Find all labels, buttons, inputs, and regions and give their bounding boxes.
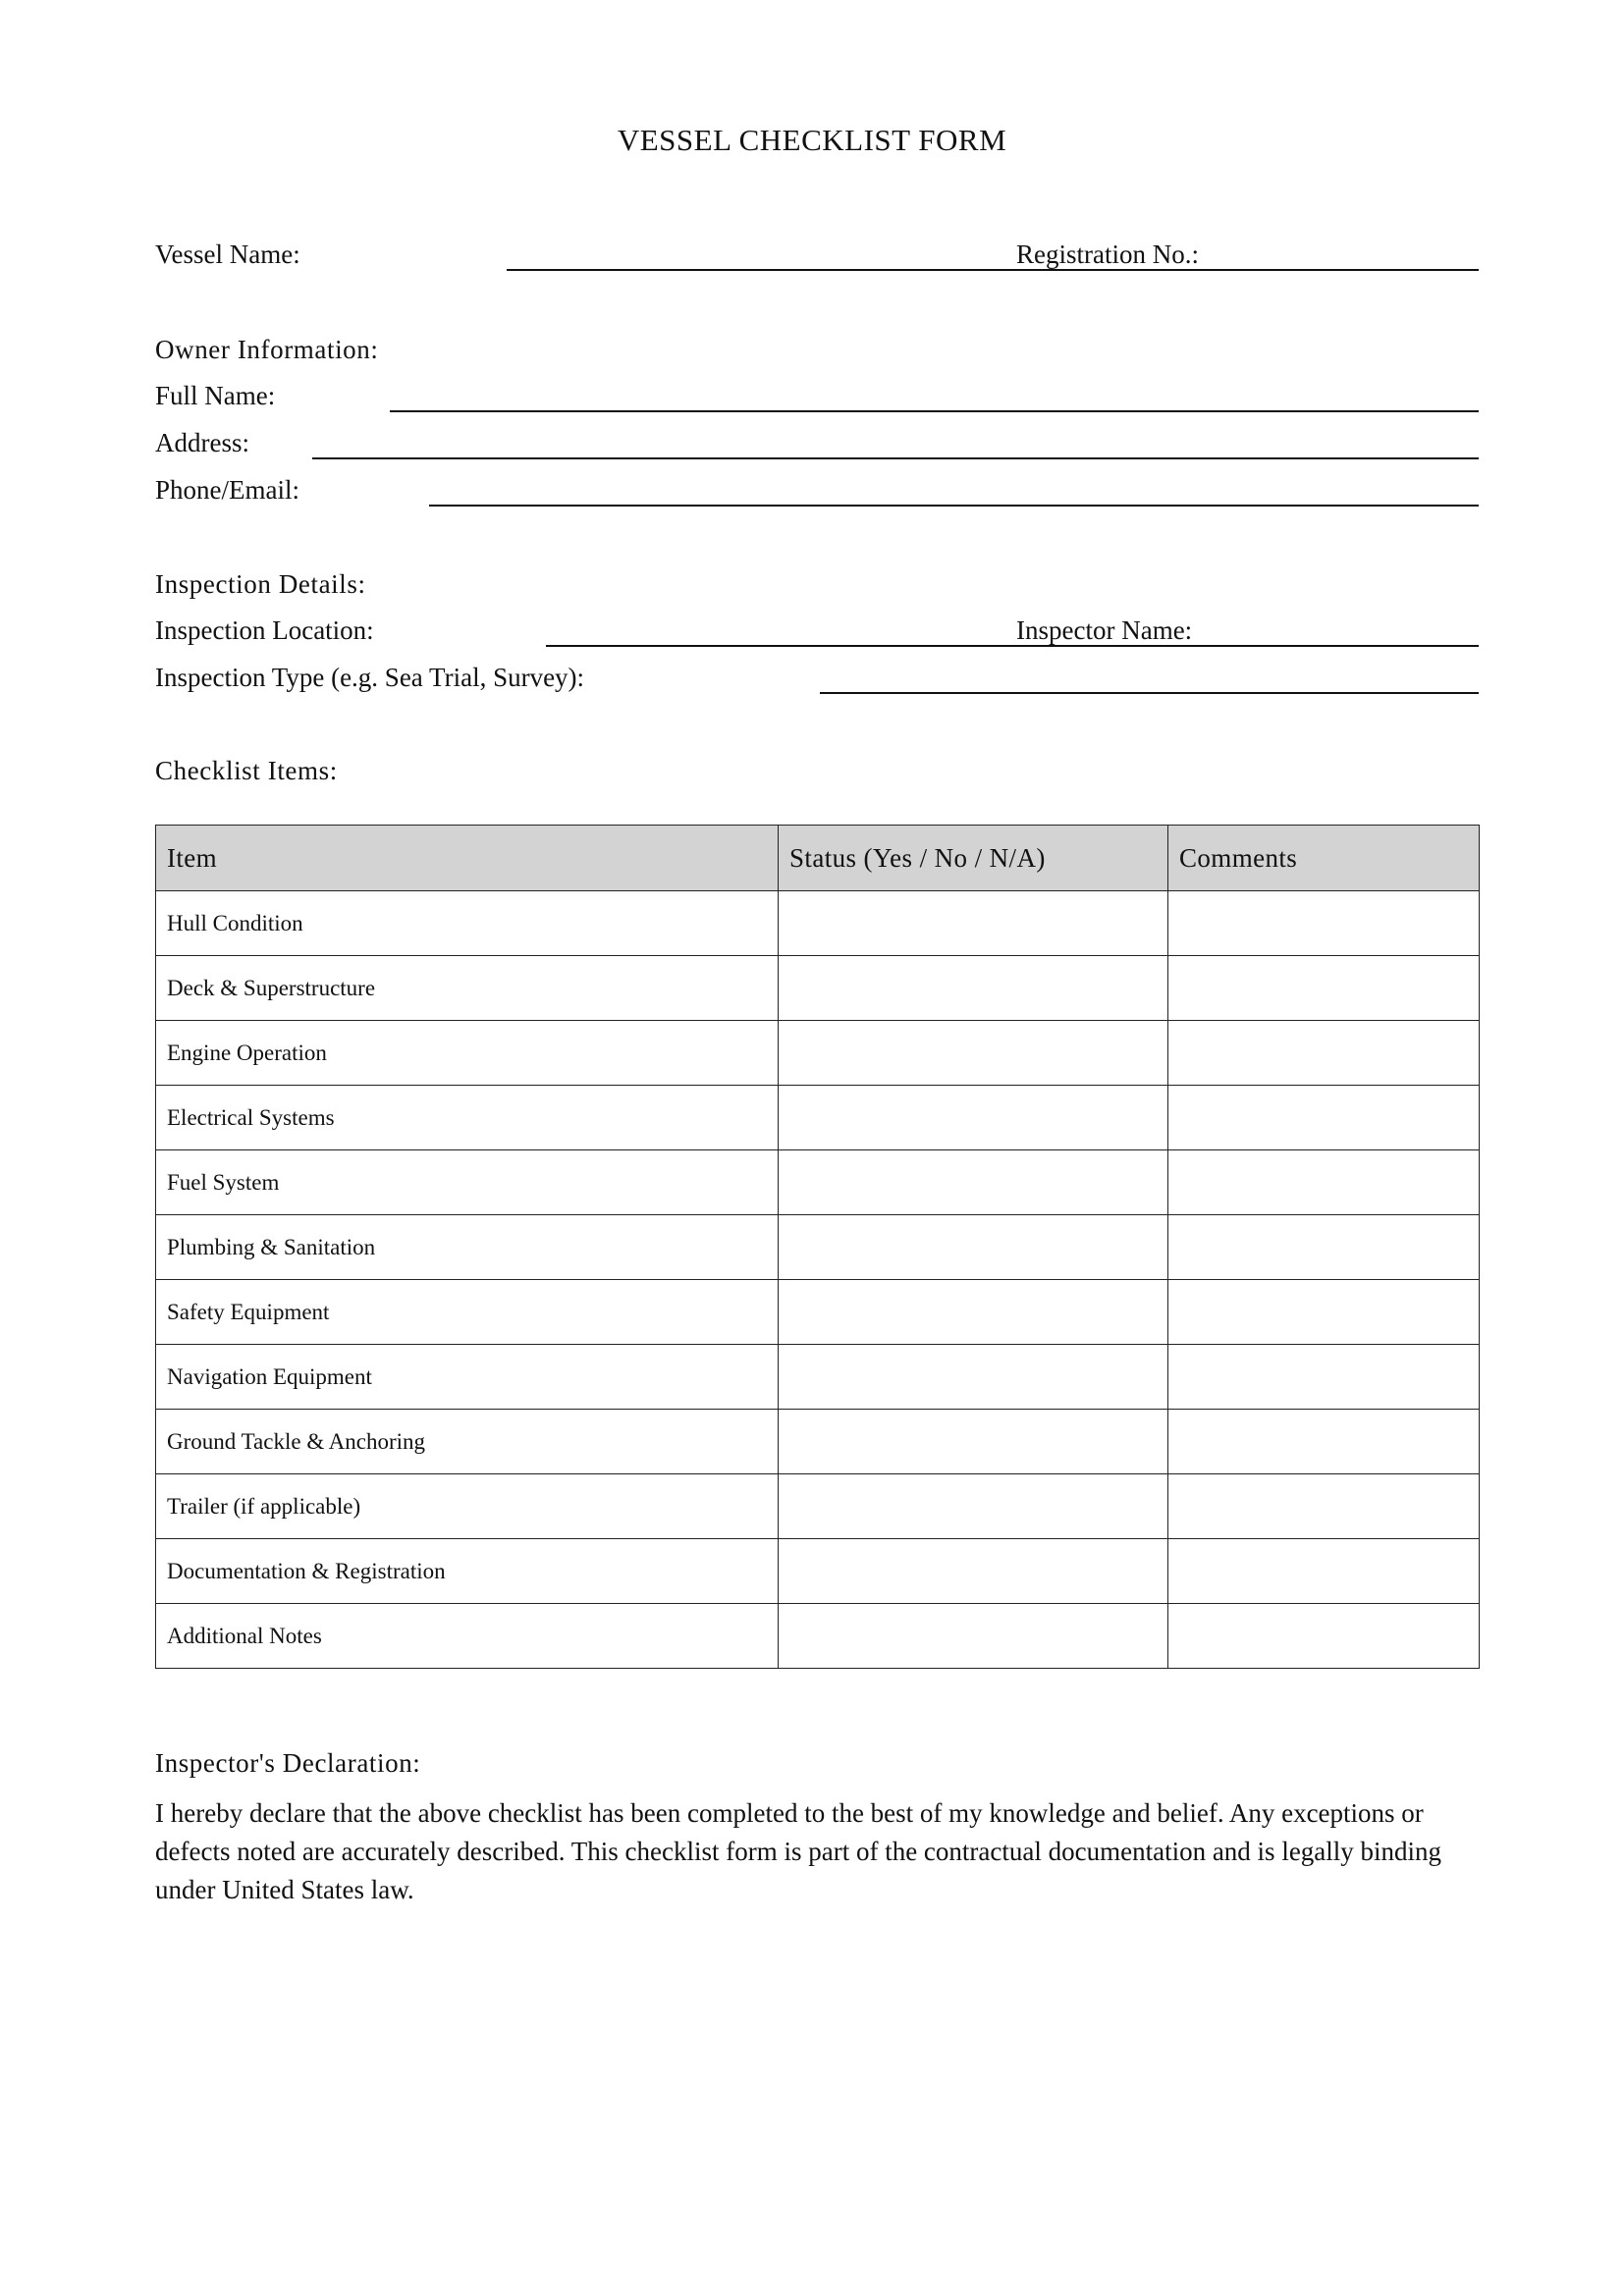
comments-cell[interactable]: [1168, 1539, 1480, 1604]
table-row: [156, 1021, 1480, 1086]
item-cell: Hull Condition: [156, 891, 779, 956]
comments-cell[interactable]: [1168, 1021, 1480, 1086]
status-cell[interactable]: [779, 891, 1168, 956]
item-cell: Fuel System: [156, 1150, 779, 1215]
phone-email-label: Phone/Email:: [155, 475, 299, 505]
status-cell[interactable]: [779, 956, 1168, 1021]
status-cell[interactable]: [779, 1604, 1168, 1669]
status-column-header: Status (Yes / No / N/A): [779, 826, 1168, 891]
table-row: [156, 956, 1480, 1021]
comments-column-header: Comments: [1168, 826, 1480, 891]
status-cell[interactable]: [779, 1345, 1168, 1410]
inspection-section-heading: Inspection Details:: [155, 569, 366, 599]
status-cell[interactable]: [779, 1150, 1168, 1215]
vessel-name-label: Vessel Name:: [155, 240, 300, 269]
declaration-heading: Inspector's Declaration:: [155, 1748, 421, 1778]
table-row: [156, 891, 1480, 956]
table-row: [156, 1474, 1480, 1539]
comments-cell[interactable]: [1168, 1410, 1480, 1474]
comments-cell[interactable]: [1168, 1474, 1480, 1539]
item-cell: Trailer (if applicable): [156, 1474, 779, 1539]
declaration-text: I hereby declare that the above checklist has been completed to the best of my knowledge and belief. Any exceptions or defects noted are accurately described. This checklist form is part of the contractual documentation and is legally binding under United States law.: [155, 1798, 1442, 1904]
status-cell[interactable]: [779, 1410, 1168, 1474]
inspection-type-field[interactable]: [820, 692, 1479, 694]
inspection-location-label: Inspection Location:: [155, 615, 374, 645]
checklist-header-row: [156, 826, 1480, 891]
table-row: [156, 1215, 1480, 1280]
checklist-section-heading: Checklist Items:: [155, 756, 338, 785]
status-cell[interactable]: [779, 1474, 1168, 1539]
checklist-table: [155, 825, 1480, 1669]
item-cell: Electrical Systems: [156, 1086, 779, 1150]
inspector-name-label: Inspector Name:: [1016, 615, 1193, 645]
table-row: [156, 1280, 1480, 1345]
full-name-field[interactable]: [390, 410, 1479, 412]
comments-cell[interactable]: [1168, 1345, 1480, 1410]
inspection-type-label: Inspection Type (e.g. Sea Trial, Survey):: [155, 663, 585, 692]
form-title: VESSEL CHECKLIST FORM: [617, 123, 1007, 157]
address-field[interactable]: [312, 457, 1479, 459]
item-cell: Deck & Superstructure: [156, 956, 779, 1021]
table-row: [156, 1086, 1480, 1150]
comments-cell[interactable]: [1168, 1215, 1480, 1280]
vessel-name-field[interactable]: [507, 269, 1479, 271]
status-cell[interactable]: [779, 1215, 1168, 1280]
table-row: [156, 1150, 1480, 1215]
item-cell: Ground Tackle & Anchoring: [156, 1410, 779, 1474]
table-row: [156, 1539, 1480, 1604]
table-row: [156, 1345, 1480, 1410]
item-cell: Plumbing & Sanitation: [156, 1215, 779, 1280]
item-cell: Navigation Equipment: [156, 1345, 779, 1410]
inspection-location-field[interactable]: [546, 645, 1479, 647]
registration-label: Registration No.:: [1016, 240, 1199, 269]
comments-cell[interactable]: [1168, 1604, 1480, 1669]
item-cell: Additional Notes: [156, 1604, 779, 1669]
status-cell[interactable]: [779, 1086, 1168, 1150]
status-cell[interactable]: [779, 1539, 1168, 1604]
comments-cell[interactable]: [1168, 1086, 1480, 1150]
item-cell: Documentation & Registration: [156, 1539, 779, 1604]
comments-cell[interactable]: [1168, 891, 1480, 956]
item-cell: Engine Operation: [156, 1021, 779, 1086]
comments-cell[interactable]: [1168, 1150, 1480, 1215]
full-name-label: Full Name:: [155, 381, 276, 410]
table-row: [156, 1604, 1480, 1669]
address-label: Address:: [155, 428, 249, 457]
comments-cell[interactable]: [1168, 1280, 1480, 1345]
item-column-header: Item: [156, 826, 779, 891]
comments-cell[interactable]: [1168, 956, 1480, 1021]
table-row: [156, 1410, 1480, 1474]
owner-section-heading: Owner Information:: [155, 335, 379, 364]
status-cell[interactable]: [779, 1021, 1168, 1086]
item-cell: Safety Equipment: [156, 1280, 779, 1345]
status-cell[interactable]: [779, 1280, 1168, 1345]
phone-email-field[interactable]: [429, 505, 1479, 507]
